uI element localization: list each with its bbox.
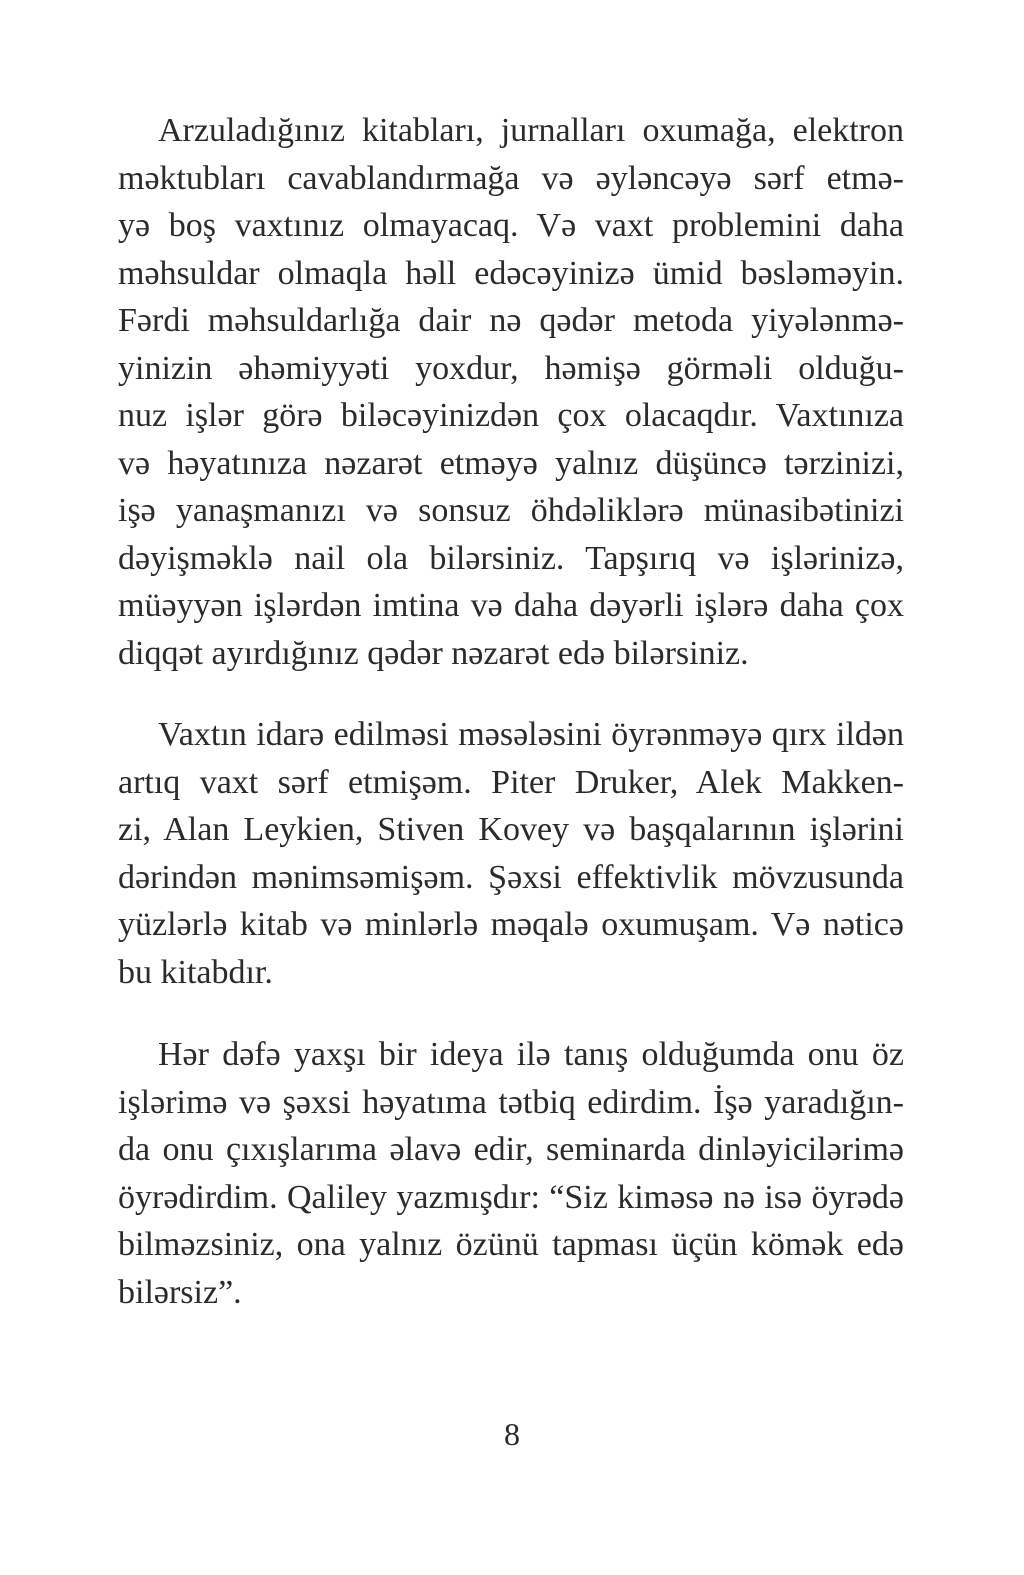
text-line: yə boş vaxtınız olmayacaq. Və vaxt problemini daha	[118, 207, 904, 244]
text-line: diqqət ayırdığınız qədər nəzarət edə bilərsiniz.	[118, 634, 749, 672]
text-line: Fərdi məhsuldarlığa dair nə qədər metoda yiyələnmə-	[118, 302, 904, 339]
text-line: zi, Alan Leykien, Stiven Kovey və başqalarının işlərini	[118, 811, 904, 848]
text-line: məhsuldar olmaqla həll edəcəyinizə ümid bəsləməyin.	[118, 254, 904, 292]
text-line: yüzlərlə kitab və minlərlə məqalə oxumuşam. Və nəticə	[118, 906, 904, 943]
text-line: nuz işlər görə biləcəyinizdən çox olacaqdır. Vaxtınıza	[118, 397, 904, 434]
text-line: bilməzsiniz, ona yalnız özünü tapması üçün kömək edə	[118, 1226, 904, 1263]
text-line: dərindən mənimsəmişəm. Şəxsi effektivlik mövzusunda	[118, 858, 904, 896]
text-line: bilərsiz”.	[118, 1273, 242, 1311]
text-line: müəyyən işlərdən imtina və daha dəyərli işlərə daha çox	[118, 587, 904, 624]
paragraph-3	[118, 1031, 904, 1316]
page-number: 8	[504, 1416, 520, 1452]
text-line: dəyişməklə nail ola bilərsiniz. Tapşırıq və işlərinizə,	[118, 539, 904, 577]
text-line: da onu çıxışlarıma əlavə edir, seminarda dinləyicilərimə	[118, 1131, 904, 1168]
text-line: artıq vaxt sərf etmişəm. Piter Druker, Alek Makken-	[118, 763, 904, 801]
paragraph-1	[118, 107, 904, 677]
text-line: Hər dəfə yaxşı bir ideya ilə tanış olduğumda onu öz	[158, 1036, 904, 1073]
text-line: və həyatınıza nəzarət etməyə yalnız düşüncə tərzinizi,	[118, 444, 904, 482]
text-line: işə yanaşmanızı və sonsuz öhdəliklərə münasibətinizi	[118, 492, 904, 529]
text-line: işlərimə və şəxsi həyatıma tətbiq edirdim. İşə yaradığın-	[118, 1083, 904, 1121]
text-line: məktubları cavablandırmağa və əyləncəyə sərf etmə-	[118, 159, 904, 197]
text-line: bu kitabdır.	[118, 953, 273, 991]
text-line: Vaxtın idarə edilməsi məsələsini öyrənməyə qırx ildən	[158, 716, 904, 753]
text-line: Arzuladığınız kitabları, jurnalları oxumağa, elektron	[158, 112, 904, 149]
text-line: öyrədirdim. Qaliley yazmışdır: “Siz kiməsə nə isə öyrədə	[118, 1178, 904, 1216]
paragraph-2	[118, 711, 904, 996]
text-line: yinizin əhəmiyyəti yoxdur, həmişə görməli olduğu-	[118, 349, 904, 387]
